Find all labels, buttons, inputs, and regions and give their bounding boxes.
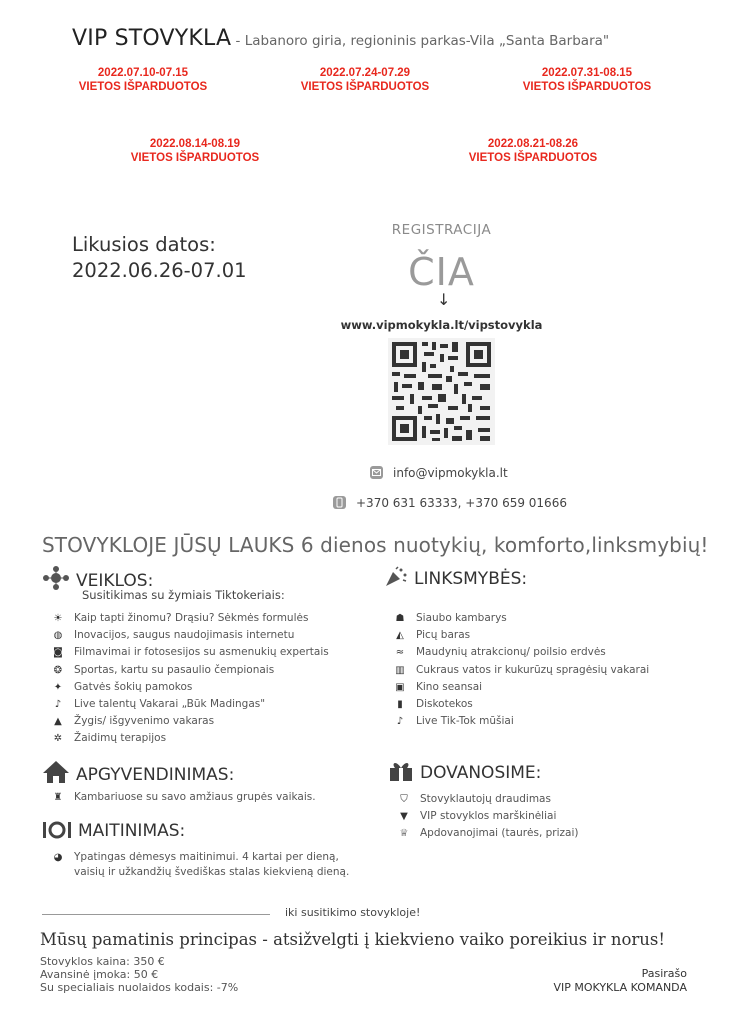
email-contact[interactable] bbox=[370, 466, 508, 480]
activities-title: VEIKLOS: bbox=[76, 571, 154, 591]
dice-icon: ✲ bbox=[53, 733, 63, 745]
session-dates: 2022.08.14-08.19 bbox=[149, 138, 241, 150]
list-item: ▣ Kino seansai bbox=[392, 679, 649, 696]
camp-location: - Labanoro giria, regioninis parkas-Vila „Santa Barbara" bbox=[231, 33, 610, 49]
list-item: ◭ Picų baras bbox=[392, 627, 649, 644]
remaining-label: Likusios datos: bbox=[72, 233, 216, 256]
sun-icon: ☀ bbox=[53, 613, 63, 624]
dancer-icon: ✦ bbox=[53, 681, 63, 693]
cutlery-icon bbox=[42, 820, 72, 845]
sold-out-label: VIETOS IŠPARDUOTOS bbox=[468, 152, 598, 164]
session-dates: 2022.07.10-07.15 bbox=[97, 67, 189, 79]
accommodation-title: APGYVENDINIMAS: bbox=[76, 765, 235, 785]
gifts-list bbox=[396, 791, 579, 843]
meals-title: MAITINIMAS: bbox=[78, 821, 186, 841]
list-item: ❂ Sportas, kartu su pasaulio čempionais bbox=[50, 662, 329, 679]
session-5 bbox=[433, 137, 633, 165]
deposit-amount: Avansinė įmoka: 50 € bbox=[40, 968, 159, 981]
trophy-icon: ♕ bbox=[399, 828, 409, 840]
gifts-title: DOVANOSIME: bbox=[420, 763, 542, 783]
party-popper-icon bbox=[384, 566, 408, 593]
tshirt-icon: ▼ bbox=[400, 811, 408, 823]
list-item: ◕ Ypatingas dėmesys maitinimui. 4 kartai per dieną, bbox=[50, 850, 349, 865]
list-item: ▮ Diskotekos bbox=[392, 696, 649, 713]
list-item: ♪ Live Tik-Tok mūšiai bbox=[392, 713, 649, 730]
session-dates: 2022.08.21-08.26 bbox=[487, 138, 579, 150]
session-dates: 2022.07.24-07.29 bbox=[319, 67, 411, 79]
signature bbox=[553, 967, 687, 995]
session-3 bbox=[487, 66, 687, 94]
fun-list bbox=[392, 610, 649, 730]
phone-contact[interactable] bbox=[333, 496, 567, 510]
popcorn-icon: ▥ bbox=[395, 664, 405, 676]
list-item: ✲ Žaidimų terapijos bbox=[50, 730, 329, 747]
swimming-icon: ≈ bbox=[395, 647, 405, 659]
network-icon bbox=[42, 566, 70, 595]
session-4 bbox=[95, 137, 295, 165]
sold-out-label: VIETOS IŠPARDUOTOS bbox=[522, 81, 652, 93]
activities-list bbox=[50, 610, 329, 748]
page-header bbox=[72, 26, 609, 51]
principle-statement: Mūsų pamatinis principas - atsižvelgti į kiekvieno vaiko poreikius ir norus! bbox=[40, 930, 666, 949]
globe-icon: ◍ bbox=[53, 630, 63, 642]
fun-title: LINKSMYBĖS: bbox=[414, 569, 528, 589]
activities-subtitle: Susitikimas su žymiais Tiktokeriais: bbox=[82, 588, 285, 602]
list-item: ≈ Maudynių atrakcionų/ poilsio erdvės bbox=[392, 644, 649, 661]
remaining-dates bbox=[72, 232, 247, 284]
list-item: ▲ Žygis/ išgyvenimo vakaras bbox=[50, 713, 329, 730]
meals-heading bbox=[42, 820, 185, 845]
sold-out-label: VIETOS IŠPARDUOTOS bbox=[300, 81, 430, 93]
list-item: ✦ Gatvės šokių pamokos bbox=[50, 679, 329, 696]
list-item: vaisių ir užkandžių švediškas stalas kiekvieną dieną. bbox=[74, 866, 350, 878]
tagline: STOVYKLOJE JŪSŲ LAUKS 6 dienos nuotykių, komforto,linksmybių! bbox=[42, 533, 709, 557]
performer-icon: ♪ bbox=[54, 699, 62, 711]
list-item: ♕ Apdovanojimai (taurės, prizai) bbox=[396, 825, 579, 842]
food-icon: ◕ bbox=[53, 852, 63, 863]
session-1 bbox=[43, 66, 243, 94]
registration-label: REGISTRACIJA bbox=[391, 222, 492, 238]
sold-out-label: VIETOS IŠPARDUOTOS bbox=[78, 81, 208, 93]
phone-numbers[interactable]: +370 631 63333, +370 659 01666 bbox=[356, 496, 567, 510]
speaker-icon: ▮ bbox=[397, 699, 403, 711]
house-icon bbox=[42, 760, 70, 789]
down-arrow-icon: ↓ bbox=[437, 290, 451, 309]
camp-title: VIP STOVYKLA bbox=[72, 26, 232, 51]
divider bbox=[42, 914, 270, 915]
meals-info bbox=[50, 850, 349, 879]
shield-icon: ⛉ bbox=[400, 794, 408, 805]
list-item: ▥ Cukraus vatos ir kukurūzų spragėsių vakarai bbox=[392, 662, 649, 679]
camera-icon: ◙ bbox=[53, 647, 63, 659]
sold-out-label: VIETOS IŠPARDUOTOS bbox=[130, 152, 260, 164]
pizza-icon: ◭ bbox=[396, 630, 404, 642]
list-item: ☀ Kaip tapti žinomu? Drąsiu? Sėkmės formulės bbox=[50, 610, 329, 627]
fun-heading bbox=[384, 566, 527, 593]
qr-code[interactable] bbox=[388, 338, 495, 445]
list-item: ◙ Filmavimai ir fotosesijos su asmenukių expertais bbox=[50, 644, 329, 661]
list-item: ⛉ Stovyklautojų draudimas bbox=[396, 791, 579, 808]
accommodation-heading bbox=[42, 760, 234, 789]
film-icon: ▣ bbox=[395, 681, 405, 693]
list-item: ◍ Inovacijos, saugus naudojimasis internetu bbox=[50, 627, 329, 644]
family-icon: ♜ bbox=[53, 792, 63, 803]
tiktok-icon: ♪ bbox=[396, 716, 404, 728]
pricing-info bbox=[40, 955, 238, 994]
see-you-text: iki susitikimo stovykloje! bbox=[285, 906, 421, 919]
list-item: ☗ Siaubo kambarys bbox=[392, 610, 649, 627]
remaining-value: 2022.06.26-07.01 bbox=[72, 259, 247, 282]
medal-icon: ❂ bbox=[53, 664, 63, 676]
accommodation-info bbox=[50, 789, 316, 806]
gifts-heading bbox=[388, 760, 541, 787]
registration-here[interactable]: ČIA bbox=[408, 250, 475, 294]
camp-price: Stovyklos kaina: 350 € bbox=[40, 955, 165, 968]
ghost-icon: ☗ bbox=[395, 613, 405, 624]
hiker-icon: ▲ bbox=[54, 716, 62, 728]
session-2 bbox=[265, 66, 465, 94]
gift-icon bbox=[388, 760, 414, 787]
envelope-icon bbox=[370, 466, 383, 479]
signed-label: Pasirašo bbox=[641, 967, 687, 980]
registration-url[interactable]: www.vipmokykla.lt/vipstovykla bbox=[340, 318, 543, 332]
list-item: ♜ Kambariuose su savo amžiaus grupės vaikais. bbox=[50, 789, 316, 806]
session-dates: 2022.07.31-08.15 bbox=[541, 67, 633, 79]
email-address[interactable]: info@vipmokykla.lt bbox=[393, 466, 508, 480]
list-item: ♪ Live talentų Vakarai „Būk Madingas" bbox=[50, 696, 329, 713]
discount-info: Su specialiais nuolaidos kodais: -7% bbox=[40, 981, 239, 994]
list-item: ▼ VIP stovyklos marškinėliai bbox=[396, 808, 579, 825]
phone-icon bbox=[333, 496, 346, 509]
team-name: VIP MOKYKLA KOMANDA bbox=[553, 981, 687, 994]
